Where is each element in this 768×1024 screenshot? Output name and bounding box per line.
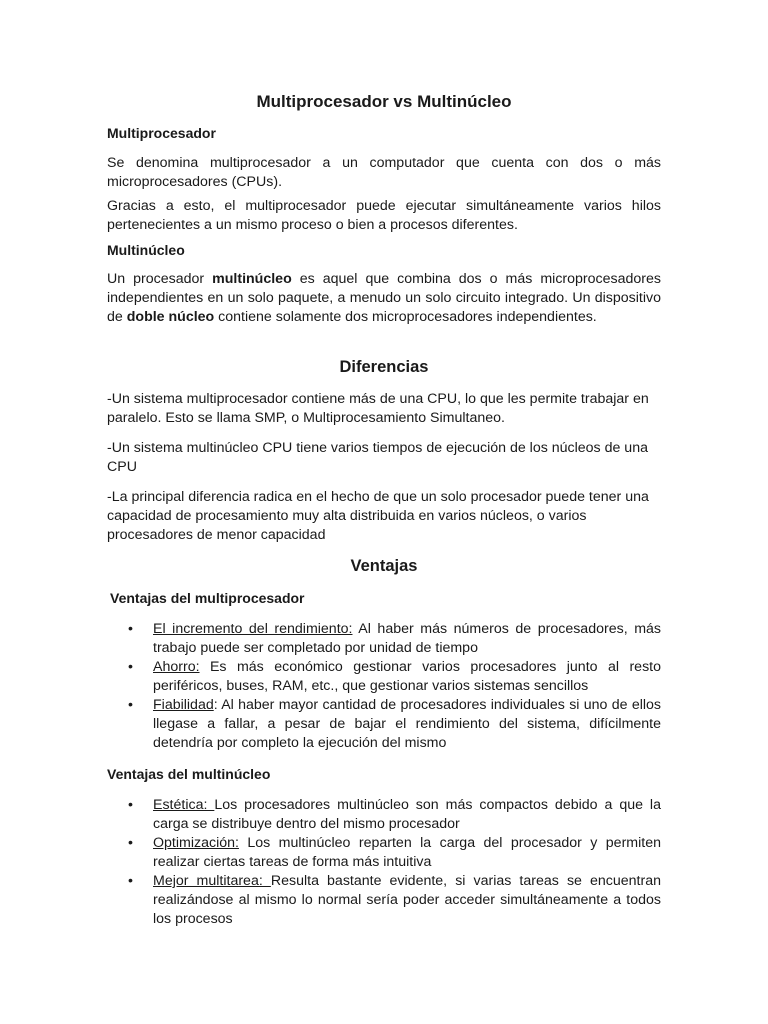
bullet-icon: •: [128, 621, 133, 637]
heading-multiprocesador: Multiprocesador: [107, 125, 216, 141]
list-item: [128, 796, 661, 834]
heading-ventajas: Ventajas: [350, 557, 418, 575]
heading-diferencias: Diferencias: [339, 358, 429, 376]
list-item-term: Ahorro:: [153, 659, 200, 675]
bullet-icon: •: [128, 835, 133, 851]
list-item-text: Resulta bastante evidente, si varias tareas se encuentran realizándose al mismo lo normal sería poder acceder simultáneamente a todos los procesos: [153, 873, 661, 927]
heading-ventajas-multinucleo: Ventajas del multinúcleo: [107, 766, 271, 782]
bullet-icon: •: [128, 697, 133, 713]
bullet-icon: •: [128, 873, 133, 889]
list-item-text: Al haber más números de procesadores, más trabajo puede ser completado por unidad de tiempo: [153, 621, 661, 656]
list-item-term: Optimización:: [153, 835, 239, 851]
bold-term-doble-nucleo: doble núcleo: [126, 309, 215, 325]
diferencia-item: -La principal diferencia radica en el hecho de que un solo procesador puede tener una capacidad de procesamiento muy alta distribuida en varios núcleos, o varios procesadores de menor capacidad: [107, 489, 649, 543]
list-item-term: El incremento del rendimiento:: [153, 621, 353, 637]
list-item-term: Fiabilidad: [153, 697, 214, 713]
text-run: Un procesador: [107, 271, 213, 287]
heading-multinucleo: Multinúcleo: [107, 242, 185, 258]
diferencia-item: -Un sistema multinúcleo CPU tiene varios tiempos de ejecución de los núcleos de una CPU: [107, 440, 648, 475]
page-title: Multiprocesador vs Multinúcleo: [256, 92, 512, 111]
list-item-term: Mejor multitarea:: [153, 873, 271, 889]
list-item: [128, 834, 661, 872]
paragraph-multiprocesador-definition: Se denomina multiprocesador a un computador que cuenta con dos o más microprocesadores (CPUs).: [107, 155, 661, 190]
list-item-text: Es más económico gestionar varios procesadores junto al resto periféricos, buses, RAM, etc., que gestionar varios sistemas sencillos: [153, 659, 661, 694]
paragraph-multinucleo-definition: [107, 270, 661, 327]
list-item-term: Estética:: [153, 797, 215, 813]
list-item-text: Los multinúcleo reparten la carga del procesador y permiten realizar ciertas tareas de forma más intuitiva: [153, 835, 661, 870]
text-run: es aquel que combina dos o más microprocesadores independientes en un solo paquete, a menudo un solo circuito integrado. Un dispositivo de: [107, 271, 661, 325]
list-item: [128, 658, 661, 696]
bold-term-multinucleo: multinúcleo: [212, 271, 292, 287]
text-run: contiene solamente dos microprocesadores independientes.: [214, 309, 597, 325]
bullet-icon: •: [128, 797, 133, 813]
bullet-icon: •: [128, 659, 133, 675]
list-item: [128, 620, 661, 658]
paragraph-multiprocesador-hilos: Gracias a esto, el multiprocesador puede ejecutar simultáneamente varios hilos pertenecientes a un mismo proceso o bien a procesos diferentes.: [107, 198, 661, 233]
list-item: [128, 696, 661, 753]
list-ventajas-multiprocesador: [128, 620, 661, 753]
list-ventajas-multinucleo: [128, 796, 661, 929]
list-item-text: Los procesadores multinúcleo son más compactos debido a que la carga se distribuye dentro del mismo procesador: [153, 797, 661, 832]
list-item-text: : Al haber mayor cantidad de procesadores individuales si uno de ellos llegase a fallar, a pesar de bajar el rendimiento del sistema, difícilmente detendría por completo la ejecución del mismo: [153, 697, 661, 751]
heading-ventajas-multiprocesador: Ventajas del multiprocesador: [110, 590, 305, 606]
diferencia-item: -Un sistema multiprocesador contiene más de una CPU, lo que les permite trabajar en paralelo. Esto se llama SMP, o Multiprocesamiento Simultaneo.: [107, 391, 649, 426]
list-item: [128, 872, 661, 929]
